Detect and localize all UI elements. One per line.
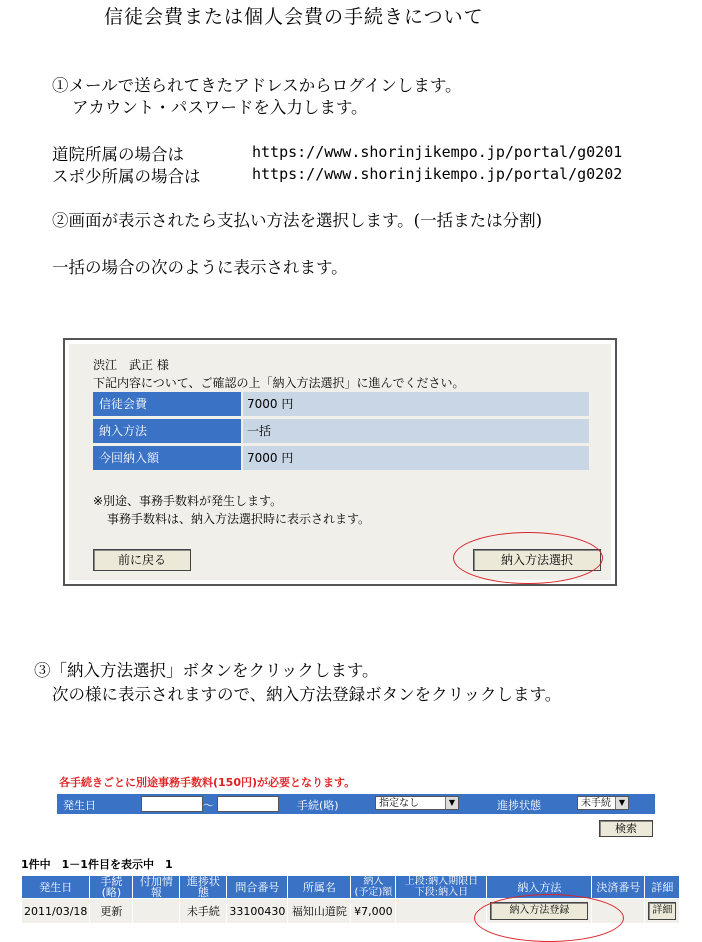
- url1-label: 道院所属の場合は: [52, 145, 184, 164]
- date-label: 発生日: [63, 799, 96, 812]
- chevron-down-icon: ▼: [445, 797, 458, 809]
- cell-due: [396, 899, 487, 924]
- back-button[interactable]: 前に戻る: [93, 549, 191, 571]
- row-key: 納入方法: [93, 419, 241, 443]
- proc-select[interactable]: [375, 796, 459, 810]
- row-value: 一括: [243, 419, 589, 443]
- fee-warning: 各手続きごとに別途事務手数料(150円)が必要となります。: [59, 776, 356, 789]
- proc-label: 手続(略): [297, 799, 339, 812]
- col-org: 所属名: [288, 876, 351, 899]
- select-payment-method-button[interactable]: 納入方法選択: [473, 549, 601, 571]
- step1-line2: アカウント・パスワードを入力します。: [72, 98, 368, 117]
- row-amount: [93, 446, 589, 470]
- col-settle: 決済番号: [592, 876, 645, 899]
- instruction-text: 下記内容について、ご確認の上「納入方法選択」に進んでください。: [93, 376, 465, 390]
- confirm-panel: [69, 344, 611, 580]
- lump-note: 一括の場合の次のように表示されます。: [52, 258, 348, 277]
- date-from-input[interactable]: [141, 796, 203, 812]
- step2-text: ②画面が表示されたら支払い方法を選択します。(一括または分割): [52, 211, 543, 230]
- proc-select-value: 指定なし: [379, 798, 419, 809]
- cell-date: 2011/03/18: [22, 899, 90, 924]
- col-date: 発生日: [22, 876, 90, 899]
- col-detail: 詳細: [645, 876, 680, 899]
- col-amount: 納入 (予定)額: [351, 876, 396, 899]
- table-header-row: [22, 876, 680, 899]
- col-extra: 付加情報: [133, 876, 180, 899]
- row-value: 7000 円: [243, 392, 589, 416]
- date-to-input[interactable]: [217, 796, 279, 812]
- cell-status: 未手続: [180, 899, 227, 924]
- cell-org: 福知山道院: [288, 899, 351, 924]
- step3-line2: 次の様に表示されますので、納入方法登録ボタンをクリックします。: [52, 685, 562, 704]
- url2-label: スポ少所属の場合は: [52, 167, 201, 186]
- results-table: [21, 875, 680, 924]
- search-bar: [57, 794, 655, 814]
- cell-detail: [645, 899, 680, 924]
- col-status: 進捗状態: [180, 876, 227, 899]
- row-key: 今回納入額: [93, 446, 241, 470]
- row-value: 7000 円: [243, 446, 589, 470]
- cell-inquiry: 33100430: [227, 899, 288, 924]
- status-select-value: 未手続: [581, 798, 611, 809]
- fee-note: ※別途、事務手数料が発生します。: [93, 494, 283, 508]
- fee-note-detail: 事務手数料は、納入方法選択時に表示されます。: [107, 512, 371, 526]
- register-payment-method-button[interactable]: 納入方法登録: [490, 902, 588, 920]
- cell-amount: ¥7,000: [351, 899, 396, 924]
- confirm-screenshot: [63, 338, 617, 586]
- table-row: [22, 899, 680, 924]
- col-proc: 手続(略): [90, 876, 133, 899]
- cell-settle: [592, 899, 645, 924]
- step3-line1: ③「納入方法選択」ボタンをクリックします。: [34, 661, 379, 680]
- user-name: 渋江 武正 様: [93, 358, 169, 372]
- row-membership-fee: [93, 392, 589, 416]
- url2-link[interactable]: https://www.shorinjikempo.jp/portal/g0202: [252, 165, 623, 183]
- tilde: ～: [203, 799, 214, 812]
- cell-extra: [133, 899, 180, 924]
- status-label: 進捗状態: [497, 799, 541, 812]
- page-title: 信徒会費または個人会費の手続きについて: [104, 6, 484, 28]
- step1-line1: ①メールで送られてきたアドレスからログインします。: [52, 76, 462, 95]
- result-count: 1件中 1－1件目を表示中 1: [21, 858, 173, 871]
- col-due: 上段:納入期限日 下段:納入日: [396, 876, 487, 899]
- cell-pay-method: [487, 899, 592, 924]
- cell-proc: 更新: [90, 899, 133, 924]
- search-button[interactable]: 検索: [599, 820, 653, 837]
- col-pay-method: 納入方法: [487, 876, 592, 899]
- row-key: 信徒会費: [93, 392, 241, 416]
- status-select[interactable]: [577, 796, 629, 810]
- col-inquiry: 問合番号: [227, 876, 288, 899]
- row-payment-method: [93, 419, 589, 443]
- url1-link[interactable]: https://www.shorinjikempo.jp/portal/g0201: [252, 143, 623, 161]
- detail-button[interactable]: 詳細: [648, 902, 676, 920]
- chevron-down-icon: ▼: [615, 797, 628, 809]
- list-screenshot: [21, 760, 697, 930]
